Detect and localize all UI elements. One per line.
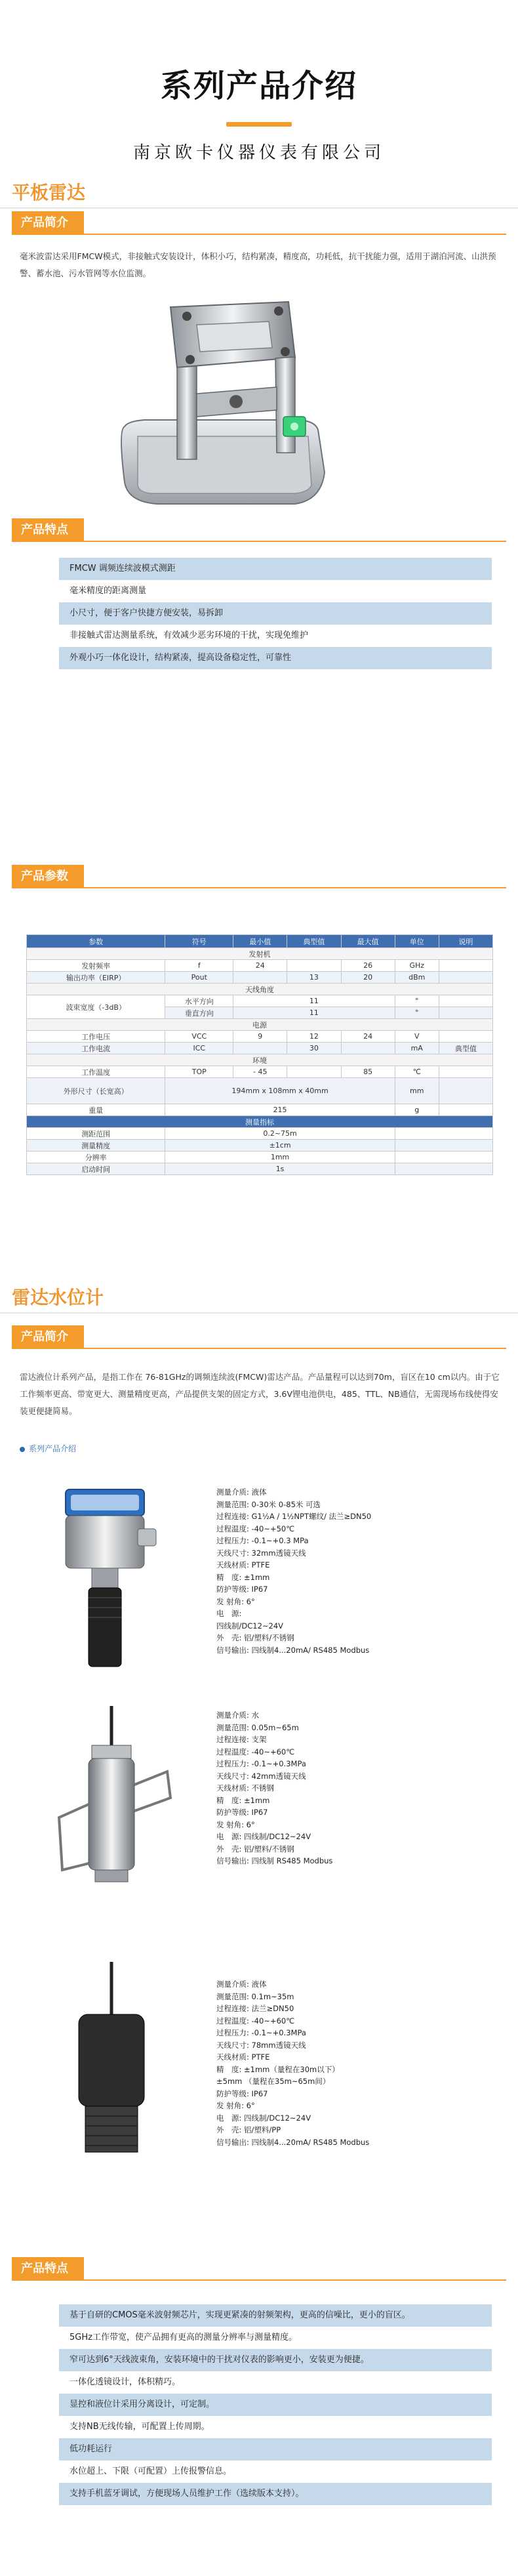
- tag-label: 产品简介: [12, 211, 84, 235]
- section-title-level-radar: 雷达水位计: [12, 1287, 104, 1308]
- feature-item: FMCW 调频连续波模式测距: [59, 558, 492, 580]
- th-note: 说明: [439, 935, 492, 948]
- tag-underline: [84, 541, 506, 542]
- feature-item: 支持NB无线传输，可配置上传周期。: [59, 2416, 492, 2438]
- bullet-icon: [20, 1447, 25, 1452]
- feature-item: 5GHz工作带宽，使产品拥有更高的测量分辨率与测量精度。: [59, 2327, 492, 2349]
- intro-tag-level: [12, 1325, 506, 1349]
- feature-item: 基于自研的CMOS毫米波射频芯片，实现更紧凑的射频架构，更高的信噪比，更小的盲区。: [59, 2304, 492, 2327]
- product-image-3: [52, 1962, 170, 2165]
- th-unit: 单位: [395, 935, 439, 948]
- table-row: 输出功率（EIRP） Pout 13 20 dBm: [27, 972, 493, 984]
- title-accent-bar: [226, 122, 292, 127]
- page-title: 系列产品介绍: [160, 68, 357, 104]
- feature-item: 非接触式雷达测量系统，有效减少恶劣环境的干扰，实现免维护: [59, 625, 492, 647]
- table-row: 分辨率 1mm: [27, 1152, 493, 1163]
- intro-text-level: 雷达液位计系列产品，是指工作在 76-81GHz的调频连续波(FMCW)雷达产品。产品量程可以达到70m，盲区在10 cm以内。由于它工作频率更高、带宽更大、测量精度更高，产品提供支架的固定方式，3.6V锂电池供电，485、TTL、NB通信，无需现场布线使得安装更便捷简易。: [20, 1372, 500, 1416]
- section-title-flat-radar: 平板雷达: [12, 182, 86, 203]
- th-param: 参数: [27, 935, 165, 948]
- tag-label: 产品简介: [12, 1325, 84, 1349]
- table-row: 启动时间 1s: [27, 1163, 493, 1175]
- product-specs-3: 测量介质: 液体 测量范围: 0.1m~35m 过程连接: 法兰≥DN50 过程温度: -40~+60℃ 过程压力: -0.1~+0.3MPa 天线尺寸: 78mm透镜天线 天线材质: PTFE 精 度: ±1mm（量程在30m以下） ±5mm （量程在35m~65m间） 防护等级: IP67 发 射角: 6° 电 源: 四线制/DC12~24V 外 壳: 铝/塑料/PP 信号输出: 四线制4...20mA/ RS485 Modbus: [216, 1980, 370, 2147]
- table-row: 重量 215 g: [27, 1104, 493, 1116]
- table-row: 垂直方向 11 °: [27, 1007, 493, 1019]
- series-label: 系列产品介绍: [20, 1443, 76, 1454]
- th-typ: 典型值: [287, 935, 341, 948]
- product-specs-1: 测量介质: 液体 测量范围: 0-30米 0-85米 可选 过程连接: G1½A / 1½NPT螺纹/ 法兰≥DN50 过程温度: -40~+50℃ 过程压力: -0.1~+0.3 MPa 天线尺寸: 32mm透镜天线 天线材质: PTFE 精 度: ±1mm 防护等级: IP67 发 射角: 6° 电 源: 四线制/DC12~24V 外 壳: 铝/塑料/不锈钢 信号输出: 四线制4...20mA/ RS485 Modbus: [216, 1487, 372, 1655]
- params-tag-flat: [12, 865, 506, 888]
- feature-item: 外观小巧一体化设计，结构紧凑，提高设备稳定性，可靠性: [59, 647, 492, 669]
- product-image-2: [46, 1706, 177, 1896]
- table-row: 测量精度 ±1cm: [27, 1140, 493, 1152]
- feature-item: 窄可达到6°天线波束角，安装环境中的干扰对仪表的影响更小，安装更为便捷。: [59, 2349, 492, 2371]
- spec-table: [26, 934, 493, 1175]
- table-row: 波束宽度（-3dB） 水平方向 11 °: [27, 995, 493, 1007]
- feature-item: 小尺寸，便于客户快捷方便安装，易拆卸: [59, 602, 492, 625]
- table-row: 工作电流 ICC 30 mA 典型值: [27, 1043, 493, 1054]
- product-specs-2: 测量介质: 水 测量范围: 0.05m~65m 过程连接: 支架 过程温度: -40~+60℃ 过程压力: -0.1~+0.3MPa 天线尺寸: 42mm透镜天线 天线材质: 不锈钢 精 度: ±1mm 防护等级: IP67 发 射角: 6° 电 源: 四线制/DC12~24V 外 壳: 铝/塑料/不锈钢 信号输出: 四线制 RS485 Modbus: [216, 1711, 333, 1865]
- tag-label: 产品特点: [12, 2257, 84, 2281]
- feature-item: 毫米精度的距离测量: [59, 580, 492, 602]
- feature-item: 低功耗运行: [59, 2438, 492, 2461]
- table-row: 工作电压 VCC 9 12 24 V: [27, 1031, 493, 1043]
- tag-label: 产品参数: [12, 865, 84, 888]
- feature-item: 显控和液位计采用分离设计，可定制。: [59, 2394, 492, 2416]
- features-tag-flat: [12, 518, 506, 542]
- table-group-row: 电源: [27, 1019, 493, 1031]
- feature-item: 支持手机蓝牙调试，方便现场人员维护工作（选续版本支持）。: [59, 2483, 492, 2505]
- table-header-row: [27, 935, 493, 948]
- section-divider: [0, 207, 518, 209]
- tag-underline: [84, 1348, 506, 1349]
- tag-underline: [84, 234, 506, 235]
- tag-underline: [84, 2279, 506, 2281]
- feature-item: 一体化透镜设计，体积精巧。: [59, 2371, 492, 2394]
- section-divider: [0, 1312, 518, 1314]
- table-group-row: 天线角度: [27, 984, 493, 995]
- table-row: 工作温度 TOP - 45 85 ℃: [27, 1066, 493, 1078]
- th-max: 最大值: [341, 935, 395, 948]
- tag-label: 产品特点: [12, 518, 84, 542]
- feature-item: 水位超上、下限（可配置）上传报警信息。: [59, 2461, 492, 2483]
- table-group-row: 发射机: [27, 948, 493, 960]
- flat-radar-image: [98, 295, 341, 512]
- table-row: 发射频率 f 24 26 GHz: [27, 960, 493, 972]
- table-row: 测距范围 0.2~75m: [27, 1128, 493, 1140]
- features-tag-level: [12, 2257, 506, 2281]
- table-row: 外形尺寸（长宽高） 194mm x 108mm x 40mm mm: [27, 1078, 493, 1104]
- company-name: 南京欧卡仪器仪表有限公司: [132, 143, 385, 163]
- intro-tag-flat: [12, 211, 506, 235]
- th-symbol: 符号: [165, 935, 233, 948]
- hero-banner: [0, 0, 518, 177]
- th-min: 最小值: [233, 935, 287, 948]
- tag-underline: [84, 887, 506, 888]
- intro-text-flat: 毫米波雷达采用FMCW模式，非接触式安装设计，体积小巧，结构紧凑，精度高，功耗低，抗干扰能力强，适用于湖泊河流、山洪预警、蓄水池、污水管网等水位监测。: [20, 251, 496, 278]
- table-group-row: 环境: [27, 1054, 493, 1066]
- table-group-row: 测量指标: [27, 1116, 493, 1128]
- product-image-1: [39, 1483, 170, 1680]
